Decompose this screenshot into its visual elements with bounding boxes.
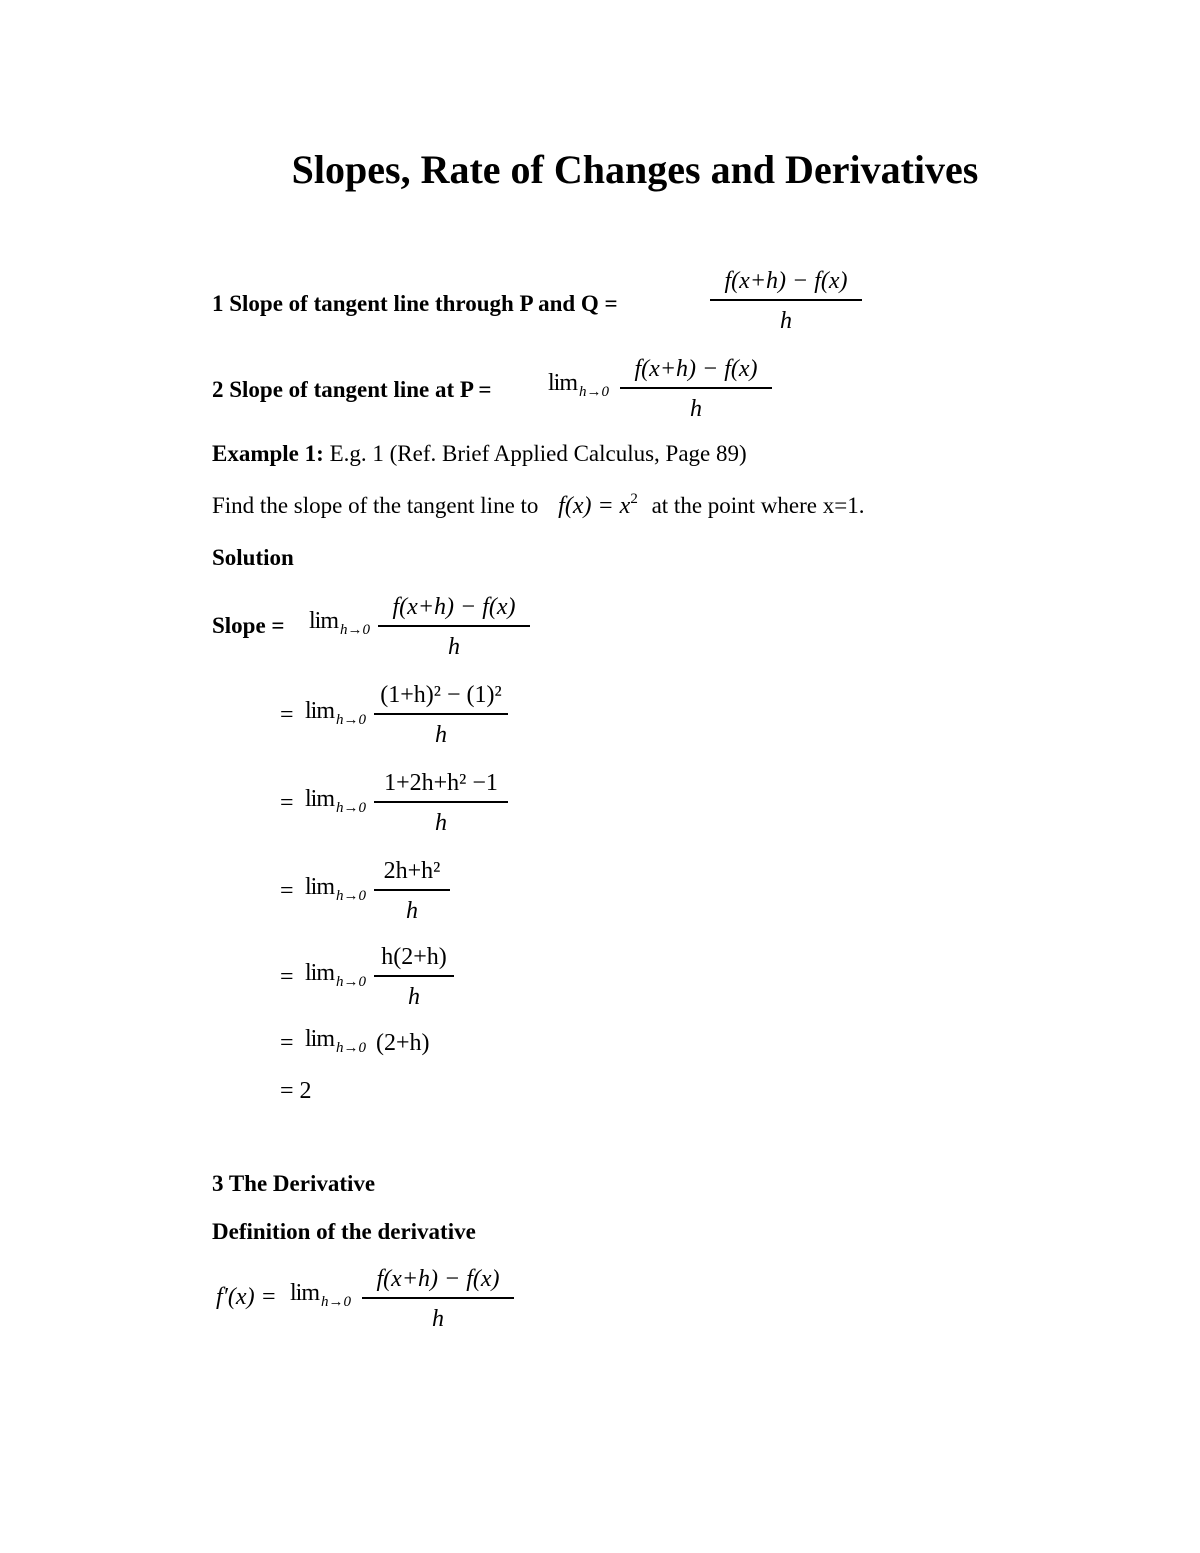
- lim-subscript: h→0: [579, 384, 610, 400]
- example-label: Example 1:: [212, 441, 324, 466]
- step4-numerator: 2h+h²: [383, 858, 441, 884]
- step6-equals: =: [280, 1030, 294, 1056]
- step2-limit: [305, 698, 367, 728]
- section1-fraction: [710, 266, 862, 336]
- problem-function: f(x) = x: [558, 493, 631, 519]
- section1-numerator: f(x+h) − f(x): [724, 268, 848, 294]
- step5-equals: =: [280, 964, 294, 990]
- step3-numerator: 1+2h+h² −1: [384, 770, 498, 796]
- derivative-lhs: f′(x) =: [216, 1284, 277, 1310]
- step1-fraction: [378, 592, 530, 662]
- lim-operator: lim: [290, 1280, 320, 1306]
- step2-denominator: h: [435, 721, 447, 748]
- step6-expression: (2+h): [376, 1030, 430, 1056]
- step3-limit: [305, 786, 367, 816]
- slope-label: Slope =: [212, 613, 285, 638]
- section1-label: 1 Slope of tangent line through P and Q =: [212, 291, 618, 316]
- step1-denominator: h: [448, 633, 460, 660]
- step3-equals: =: [280, 790, 294, 816]
- step1-limit: [309, 608, 371, 638]
- lim-subscript: h→0: [321, 1294, 352, 1310]
- derivative-numerator: f(x+h) − f(x): [376, 1266, 500, 1292]
- final-result: = 2: [280, 1078, 312, 1104]
- step4-limit: [305, 874, 367, 904]
- step2-equals: =: [280, 702, 294, 728]
- example-problem: [212, 492, 864, 523]
- derivative-limit: [290, 1280, 352, 1310]
- section2-numerator: f(x+h) − f(x): [634, 356, 758, 382]
- section2-denominator: h: [690, 395, 702, 422]
- step5-denominator: h: [408, 983, 420, 1010]
- step1-numerator: f(x+h) − f(x): [392, 594, 516, 620]
- step2-numerator: (1+h)² − (1)²: [380, 682, 502, 708]
- step5-limit: [305, 960, 367, 990]
- lim-subscript: h→0: [340, 622, 371, 638]
- solution-heading: Solution: [212, 545, 294, 570]
- step3-denominator: h: [435, 809, 447, 836]
- step4-equals: =: [280, 878, 294, 904]
- step2-fraction: [374, 680, 508, 750]
- lim-operator: lim: [548, 370, 578, 396]
- lim-operator: lim: [305, 698, 335, 724]
- section3-heading: 3 The Derivative: [212, 1171, 376, 1196]
- derivative-denominator: h: [432, 1305, 444, 1332]
- lim-operator: lim: [305, 1026, 335, 1052]
- step5-fraction: [374, 942, 454, 1012]
- example-reference: E.g. 1 (Ref. Brief Applied Calculus, Page 89): [323, 441, 747, 466]
- section2-label: 2 Slope of tangent line at P =: [212, 377, 492, 402]
- lim-operator: lim: [305, 960, 335, 986]
- lim-subscript: h→0: [336, 800, 367, 816]
- lim-subscript: h→0: [336, 888, 367, 904]
- derivative-fraction: [362, 1264, 514, 1334]
- lim-subscript: h→0: [336, 712, 367, 728]
- step3-fraction: [374, 768, 508, 838]
- lim-subscript: h→0: [336, 1040, 367, 1056]
- lim-operator: lim: [309, 608, 339, 634]
- lim-operator: lim: [305, 786, 335, 812]
- page-title: Slopes, Rate of Changes and Derivatives: [291, 147, 979, 192]
- step6-limit: [305, 1026, 367, 1056]
- step5-numerator: h(2+h): [381, 944, 447, 970]
- section2-limit: [548, 370, 610, 400]
- section3-subheading: Definition of the derivative: [212, 1219, 476, 1244]
- problem-prefix: Find the slope of the tangent line to: [212, 493, 539, 518]
- step4-fraction: [374, 856, 450, 926]
- lim-subscript: h→0: [336, 974, 367, 990]
- problem-exponent: 2: [630, 491, 638, 507]
- section2-fraction: [620, 354, 772, 424]
- example-line: [212, 440, 747, 468]
- problem-suffix: at the point where x=1.: [651, 493, 865, 518]
- lim-operator: lim: [305, 874, 335, 900]
- step4-denominator: h: [406, 897, 418, 924]
- section1-denominator: h: [780, 307, 792, 334]
